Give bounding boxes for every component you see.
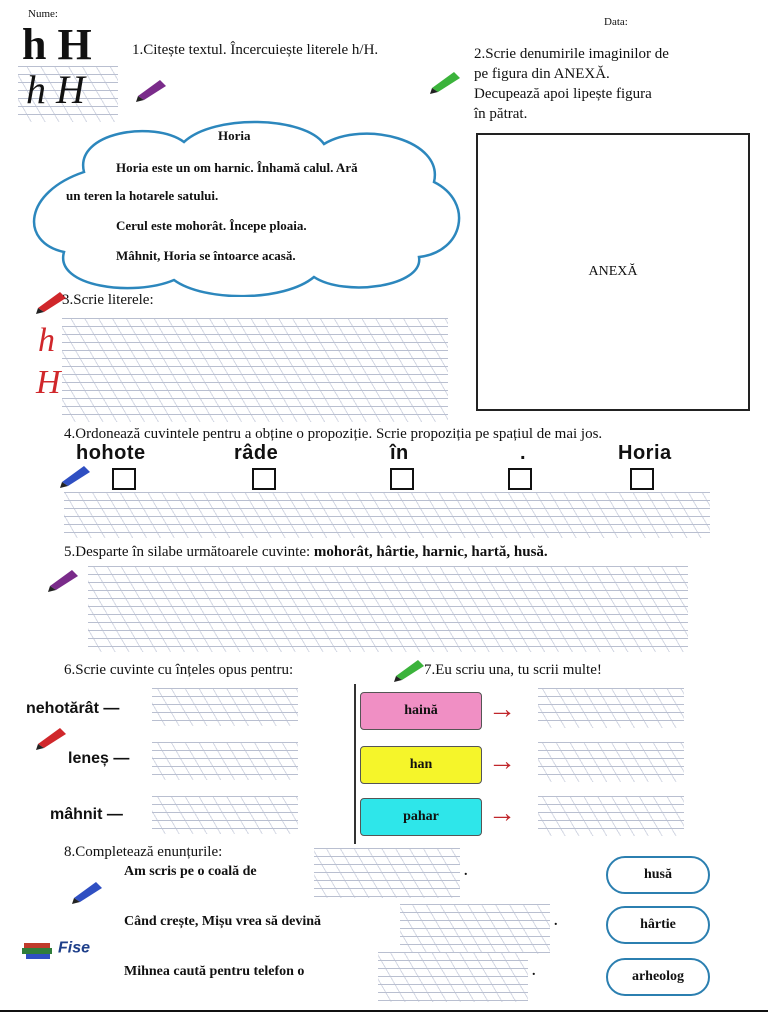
plural-answer-3[interactable]	[538, 796, 684, 836]
ex2-instruction	[474, 44, 669, 124]
word-hohote: hohote	[76, 442, 146, 464]
footer-rule	[0, 1010, 768, 1012]
order-checkbox-1[interactable]	[112, 468, 136, 490]
letter-card	[18, 22, 118, 122]
pencil-icon	[392, 656, 428, 682]
pencil-icon	[46, 566, 82, 592]
sentence-3-end: .	[532, 964, 536, 979]
story-line-4: Mâhnit, Horia se întoarce acasă.	[116, 248, 296, 263]
plural-answer-1[interactable]	[538, 688, 684, 728]
ex2-line-1: 2.Scrie denumirile imaginilor de	[474, 46, 669, 62]
ex4-writing-lines[interactable]	[64, 492, 710, 538]
pencil-icon	[58, 462, 94, 488]
books-icon	[20, 938, 54, 960]
sentence-1-answer[interactable]	[314, 848, 460, 898]
ex5-writing-lines[interactable]	[88, 566, 688, 652]
cursive-h-lower: h	[38, 322, 55, 359]
option-arheolog: arheolog	[606, 958, 710, 996]
ex8-instruction: 8.Completează enunțurile:	[64, 844, 223, 860]
arrow-icon: →	[488, 694, 516, 725]
date-label: Data:	[604, 16, 628, 28]
antonym-word-3: mâhnit —	[50, 806, 123, 823]
ex3-instruction: 3.Scrie literele:	[62, 292, 154, 308]
word-horia: Horia	[618, 442, 672, 464]
story-title: Horia	[218, 128, 251, 143]
order-checkbox-2[interactable]	[252, 468, 276, 490]
arrow-icon: →	[488, 746, 516, 777]
pencil-icon	[34, 724, 70, 750]
ex5-instruction-prefix: 5.Desparte în silabe următoarele cuvinte:	[64, 544, 314, 560]
ex7-instruction: 7.Eu scriu una, tu scrii multe!	[424, 662, 602, 678]
word-scroll-haina: haină	[360, 692, 482, 730]
antonym-answer-1[interactable]	[152, 688, 298, 726]
sentence-1: Am scris pe o coală de	[124, 864, 257, 879]
annex-box[interactable]	[476, 133, 750, 411]
name-label: Nume:	[28, 8, 58, 20]
story-line-2: un teren la hotarele satului.	[66, 188, 219, 203]
ex5-words: mohorât, hârtie, harnic, hartă, husă.	[313, 544, 548, 560]
ex4-instruction: 4.Ordonează cuvintele pentru a obține o propoziție. Scrie propoziția pe spațiul de mai jos.	[64, 426, 603, 442]
antonym-word-1: nehotărât —	[26, 700, 120, 717]
order-checkbox-3[interactable]	[390, 468, 414, 490]
fise-logo-text: Fise	[58, 939, 91, 957]
order-checkbox-4[interactable]	[508, 468, 532, 490]
cursive-h-upper: H	[36, 364, 61, 401]
sentence-1-end: .	[464, 864, 468, 879]
arrow-icon: →	[488, 798, 516, 829]
word-rade: râde	[234, 442, 279, 464]
antonym-answer-2[interactable]	[152, 742, 298, 780]
ex2-line-2: pe figura din ANEXĂ.	[474, 66, 610, 82]
sentence-3-answer[interactable]	[378, 952, 528, 1002]
story-line-1: Horia este un om harnic. Înhamă calul. Ară	[116, 160, 358, 175]
ex2-line-4: în pătrat.	[474, 106, 528, 122]
ex1-instruction: 1.Citește textul. Încercuiește literele h/H.	[132, 42, 379, 58]
order-checkbox-5[interactable]	[630, 468, 654, 490]
word-scroll-han: han	[360, 746, 482, 784]
ex5-instruction	[64, 544, 548, 561]
option-husa: husă	[606, 856, 710, 894]
sentence-3: Mihnea caută pentru telefon o	[124, 964, 305, 979]
pencil-icon	[134, 76, 170, 102]
fise-logo	[20, 938, 90, 960]
ex7-divider	[354, 684, 356, 844]
pencil-icon	[428, 68, 464, 94]
ex6-instruction: 6.Scrie cuvinte cu înțeles opus pentru:	[64, 662, 294, 678]
antonym-word-2: leneș —	[68, 750, 130, 767]
print-letters: h H	[22, 20, 92, 69]
sentence-2-answer[interactable]	[400, 904, 550, 954]
sentence-2: Când crește, Mișu vrea să devină	[124, 914, 322, 929]
pencil-icon	[70, 878, 106, 904]
ex2-line-3: Decupează apoi lipește figura	[474, 86, 652, 102]
word-in: în	[390, 442, 409, 464]
plural-answer-2[interactable]	[538, 742, 684, 782]
sentence-2-end: .	[554, 914, 558, 929]
option-hartie: hârtie	[606, 906, 710, 944]
cursive-letters: h H	[26, 67, 85, 112]
ex3-writing-lines[interactable]	[62, 318, 448, 422]
word-dot: .	[520, 442, 527, 464]
story-line-3: Cerul este mohorât. Începe ploaia.	[116, 218, 307, 233]
antonym-answer-3[interactable]	[152, 796, 298, 834]
annex-label: ANEXĂ	[588, 264, 638, 279]
word-scroll-pahar: pahar	[360, 798, 482, 836]
